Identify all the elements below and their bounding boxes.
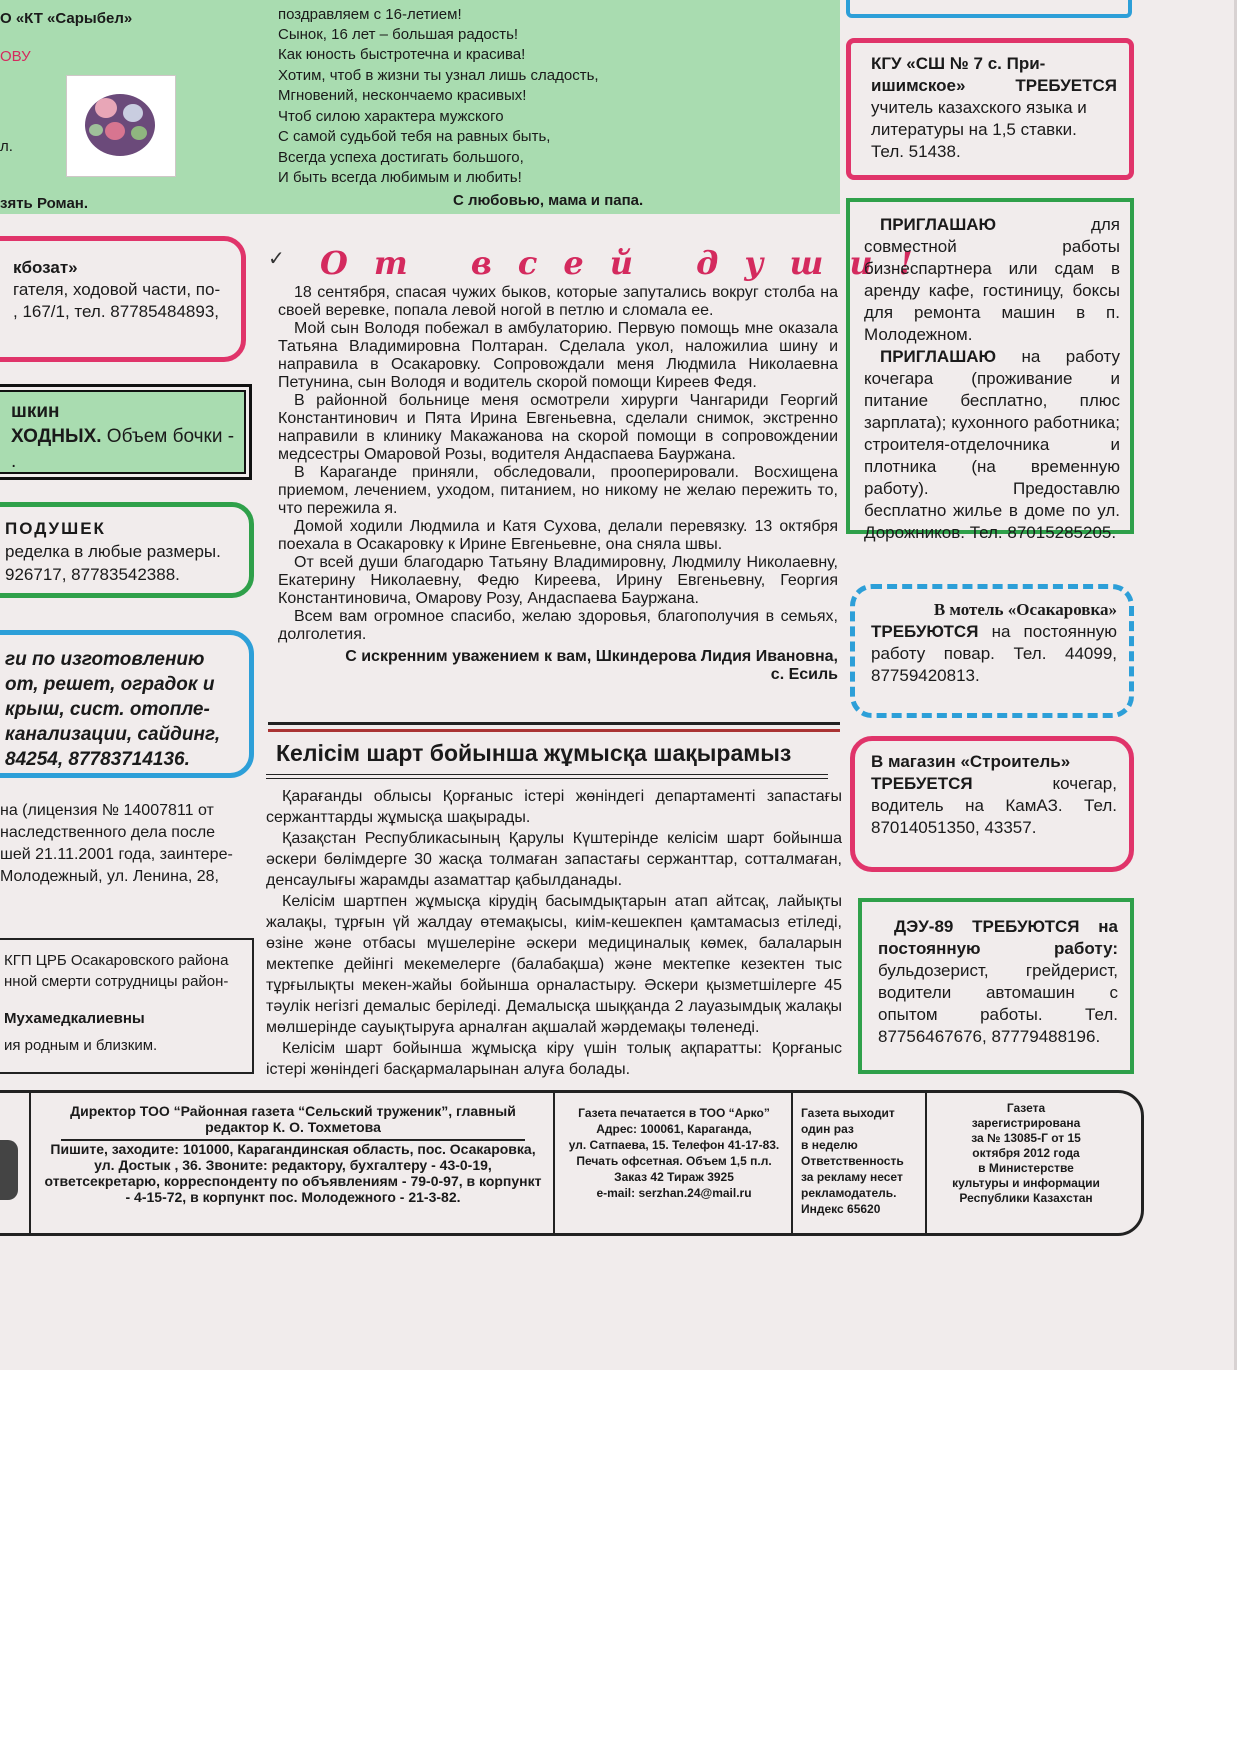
birthday-poem — [278, 6, 838, 212]
kz-article — [266, 740, 844, 1080]
ad-metalwork — [0, 630, 254, 778]
left-top-line4: зять Роман. — [0, 195, 89, 212]
imprint-print-line: Адрес: 100061, Караганда, — [596, 1122, 752, 1136]
ad-invitation — [846, 198, 1134, 542]
imprint-schedule-line: за рекламу несет — [801, 1170, 903, 1184]
poem-line: Как юность быстротечна и красива! — [278, 46, 526, 63]
imprint-reg-line: октября 2012 года — [972, 1146, 1080, 1160]
imprint-print-line: Печать офсетная. Объем 1,5 п.л. — [576, 1154, 772, 1168]
notary-line: на (лицензия № 14007811 от — [0, 802, 214, 819]
ad-kbozat-line: кбозат» — [13, 258, 78, 277]
ad-shkin — [0, 384, 252, 480]
ad-kbozat-line: , 167/1, тел. 87785484893, — [13, 302, 220, 321]
ad-school-7 — [846, 38, 1134, 180]
ad-shkin-line — [11, 424, 241, 449]
imprint-reg-line: зарегистрирована — [971, 1116, 1081, 1130]
ad-shkin-bold: ХОДНЫХ. — [11, 426, 102, 447]
imprint-director: Директор ТОО “Районная газета “Сельский труженик”, главный редактор К. О. Тохметова — [70, 1103, 516, 1135]
ad-shkin-line: шкин — [11, 401, 60, 422]
condolence-line: КГП ЦРБ Осакаровского района — [4, 952, 229, 969]
kz-paragraph: Келісім шартпен жұмысқа кірудің басымдықтарын атап айтсақ, лайықты жалақы, тұрғын үй жалдау өтемақысы, киім-кешекпен қамтамасыз етіледі, өзіне және отбасы мүшелеріне әскери медициналық көмек, балаларын мектепке дейінгі мекемелерге (балабақша) және мектепке кезектен тыс тұрғылықты мекен-жайы бойынша орналастыру. Әскери қызметшілерге 45 тәулік негізгі демалыс беріледі. Демалысқа шыққанда 2 лауазымдық жалақы мөлшерінде сауықтыруға арналған ақшалай жәрдемақы төленеді. — [266, 893, 842, 1036]
imprint-schedule-line: Ответственность — [801, 1154, 904, 1168]
ad-invitation-para — [864, 346, 1120, 544]
kz-paragraph: Қазақстан Республикасының Қарулы Күштерінде келісім шарт бойынша әскери бөлімдерге 30 жасқа толмаған запастағы сержанттар, сотталмаған, денсаулығы жарамды азаматтар қабылданады. — [266, 830, 842, 889]
ad-school-line: учитель казахского языка и — [871, 98, 1087, 117]
imprint-print-line: Газета печатается в ТОО “Арко” — [578, 1106, 770, 1120]
ad-podushek-line: ПОДУШЕК — [5, 519, 106, 538]
imprint-reg-line: Газета — [1006, 1101, 1046, 1115]
ad-stroitel-text: кочегар, водитель на КамАЗ. Тел. 87014051350, 43357. — [871, 774, 1117, 837]
ad-invite-text: для совместной работы бизнеспартнера или сдам в аренду кафе, гостиницу, боксы для ремонта машин в п. Молодежном. — [864, 215, 1120, 344]
ad-school-required: ТРЕБУЕТСЯ — [1015, 76, 1117, 95]
imprint-print-line: ул. Сатпаева, 15. Телефон 41-17-83. — [568, 1138, 780, 1152]
ad-motel-required: ТРЕБУЮТСЯ — [871, 622, 979, 641]
kz-paragraph: Келісім шарт бойынша жұмысқа кіру үшін толық ақпаратты: Қорғаныс істері жөніндегі басқармаларынан алуға болады. — [266, 1040, 842, 1078]
poem-line: Сынок, 16 лет – большая радость! — [278, 26, 519, 43]
gratitude-paragraph: Домой ходили Людмила и Катя Сухова, делали перевязку. 13 октября поехала в Осакаровку к Ирине Евгеньевне, она сняла швы. — [278, 518, 838, 553]
imprint-print-line: e-mail: serzhan.24@mail.ru — [596, 1186, 752, 1200]
imprint-footer — [0, 1090, 1144, 1236]
flower-bouquet-image — [66, 75, 176, 177]
ad-invite-bold: ПРИГЛАШАЮ — [880, 347, 997, 366]
ad-motel-para — [871, 621, 1117, 687]
ad-metalwork-line: ги по изготовлению — [5, 649, 205, 670]
imprint-editorial — [29, 1093, 553, 1236]
poem-line: И быть всегда любимым и любить! — [278, 169, 522, 186]
ad-kbozat — [0, 236, 246, 362]
ad-school-line: литературы на 1,5 ставки. — [871, 120, 1077, 139]
ad-deu-bold: на постоянную работу: — [878, 917, 1119, 958]
left-top-line3: л. — [0, 138, 13, 155]
gratitude-village: с. Есиль — [770, 666, 838, 683]
gratitude-signature: С искренним уважением к вам, Шкиндерова Лидия Ивановна, — [345, 648, 838, 665]
ad-stroitel-required: ТРЕБУЕТСЯ — [871, 774, 973, 793]
ad-metalwork-line: 84254, 87783714136. — [5, 749, 190, 770]
newspaper-logo-fragment — [0, 1140, 18, 1200]
condolence-line: нной смерти сотрудницы район- — [4, 973, 229, 990]
poem-line: Мгновений, нескончаемо красивых! — [278, 87, 527, 104]
ad-podushek-line: 926717, 87783542388. — [5, 565, 180, 584]
ad-deu-89 — [858, 898, 1134, 1074]
poem-line: поздравляем с 16-летием! — [278, 6, 462, 23]
ad-stroitel-header: В магазин «Строитель» — [871, 752, 1071, 771]
imprint-reg-line: культуры и информации — [952, 1176, 1100, 1190]
imprint-schedule-line: Индекс 65620 — [801, 1202, 881, 1216]
ad-invite-bold: ПРИГЛАШАЮ — [880, 215, 997, 234]
ad-motel-header: В мотель «Осакаровка» — [933, 600, 1117, 619]
ad-school-line: КГУ «СШ № 7 с. При- — [871, 54, 1046, 73]
ad-podushek-line: ределка в любые размеры. — [5, 542, 221, 561]
imprint-reg-line: за № 13085-Г от 15 — [971, 1131, 1081, 1145]
poem-line: Чтоб силою характера мужского — [278, 108, 504, 125]
condolence-line: Мухамедкалиевны — [4, 1010, 145, 1027]
ad-motel-text: на постоянную работу повар. Тел. 44099, 87759420813. — [871, 622, 1117, 685]
poem-line: Хотим, чтоб в жизни ты узнал лишь сладость, — [278, 67, 599, 84]
section-divider — [268, 722, 840, 732]
ad-deu-header: ДЭУ-89 ТРЕБУЮТСЯ — [894, 917, 1080, 936]
ad-metalwork-line: канализации, сайдинг, — [5, 724, 221, 745]
left-top-line1: О «КТ «Сарыбел» — [0, 10, 133, 27]
ad-school-line — [871, 75, 1117, 97]
imprint-reg-line: Республики Казахстан — [959, 1191, 1093, 1205]
title-underline — [266, 774, 828, 779]
imprint-registration — [925, 1093, 1125, 1236]
ad-stroitel-para — [871, 773, 1117, 839]
ad-invitation-para — [864, 214, 1120, 346]
kz-article-body — [266, 786, 842, 1080]
ad-kbozat-line: гателя, ходовой части, по- — [13, 280, 221, 299]
gratitude-paragraph: Всем вам огромное спасибо, желаю здоровья, благополучия в семьях, долголетия. — [278, 608, 838, 643]
ad-deu-text: бульдозерист, грейдерист, водители автомашин с опытом работы. Тел. 87756467676, 87779488196. — [878, 961, 1118, 1046]
poem-line: С самой судьбой тебя на равных быть, — [278, 128, 551, 145]
ad-shkin-line: . — [11, 451, 17, 472]
check-mark-icon: ✓ — [268, 248, 285, 270]
poem-line: Всегда успеха достигать большого, — [278, 149, 524, 166]
condolence-line: ия родным и близким. — [4, 1037, 158, 1054]
ad-school-name: ишимское» — [871, 76, 966, 95]
notary-line: наследственного дела после — [0, 824, 216, 841]
imprint-schedule-line: рекламодатель. — [801, 1186, 897, 1200]
gratitude-title: От всей души! — [320, 244, 939, 282]
imprint-schedule — [791, 1093, 925, 1236]
ad-metalwork-line: крыш, сист. отопле- — [5, 699, 210, 720]
gratitude-paragraph: Мой сын Володя побежал в амбулаторию. Первую помощь мне оказала Татьяна Владимировна Полтаран. Сделала укол, наложилиа шину и направила в Осакаровку. Сопровождали меня Людмила Николаевна Петунина, сын Володя и водитель скорой помощи Киреев Федя. — [278, 320, 838, 391]
ad-metalwork-line: от, решет, оградок и — [5, 674, 215, 695]
imprint-print-line: Заказ 42 Тираж 3925 — [614, 1170, 734, 1184]
ad-motel — [850, 584, 1134, 718]
ad-deu-para — [878, 916, 1118, 1048]
imprint-reg-line: в Министерстве — [978, 1161, 1074, 1175]
kz-paragraph: Қарағанды облысы Қорғаныс істері жөніндегі департаменті запастағы сержанттарды жұмысқа шақырады. — [266, 788, 842, 826]
gratitude-paragraph: В Караганде приняли, обследовали, прооперировали. Восхищена приемом, лечением, уходом, питанием, но никому не желаю пережить то, что пережила я. — [278, 464, 838, 517]
ad-cut-top — [846, 0, 1132, 18]
gratitude-paragraph: В районной больнице меня осмотрели хирурги Чангариди Георгий Константинович и Пята Ирина Евгеньевна, сделали снимок, экстренно направили в клинику Макажанова на скорой помощи в сопровождении медсестры Омаровой Розы, водителя Андаспаева Бауржана. — [278, 392, 838, 463]
imprint-schedule-line: в неделю — [801, 1138, 858, 1152]
left-top-line2: ОВУ — [0, 48, 31, 65]
notary-notice — [0, 800, 252, 930]
poem-signature: С любовью, мама и папа. — [453, 192, 644, 209]
imprint-schedule-line: Газета выходит — [801, 1106, 895, 1120]
ad-school-line: Тел. 51438. — [871, 142, 961, 161]
imprint-printing — [553, 1093, 791, 1236]
gratitude-paragraph: 18 сентября, спасая чужих быков, которые запутались вокруг столба на своей веревке, попала левой ногой в петлю и сломала ее. — [278, 284, 838, 319]
notary-line: шей 21.11.2001 года, заинтере- — [0, 846, 233, 863]
ad-invite-text: на работу кочегара (проживание и питание бесплатно, плюс зарплата); кухонного работника; строителя-отделочника и плотника (на временную работу). Предоставлю бесплатно жилье в доме по ул. Дорожников. Тел. 87015285205. — [864, 347, 1120, 542]
imprint-schedule-line: один раз — [801, 1122, 854, 1136]
gratitude-body — [278, 284, 838, 684]
ad-shkin-rest: Объем бочки - — [101, 426, 235, 447]
notary-line: Молодежный, ул. Ленина, 28, — [0, 868, 219, 885]
ad-podushek — [0, 502, 254, 598]
ad-stroitel — [850, 736, 1134, 872]
kz-article-title: Келісім шарт бойынша жұмысқа шақырамыз — [276, 740, 792, 766]
gratitude-paragraph: От всей души благодарю Татьяну Владимировну, Людмилу Николаевну, Екатерину Николаевну, Федю Киреева, Ирину Евгеньевну, Георгия Константиновича, Омарову Розу, Андаспаева Бауржана. — [278, 554, 838, 607]
imprint-contacts: Пишите, заходите: 101000, Карагандинская область, пос. Осакаровка, ул. Достык , 36. Звоните: редактору, бухгалтеру - 43-0-19, ответсекретарю, корреспонденту по объявлениям - 79-0-97, в корпункт - 4-15-72, в корпункт пос. Молодежного - 21-3-82. — [44, 1141, 542, 1205]
condolence-notice — [0, 938, 254, 1074]
